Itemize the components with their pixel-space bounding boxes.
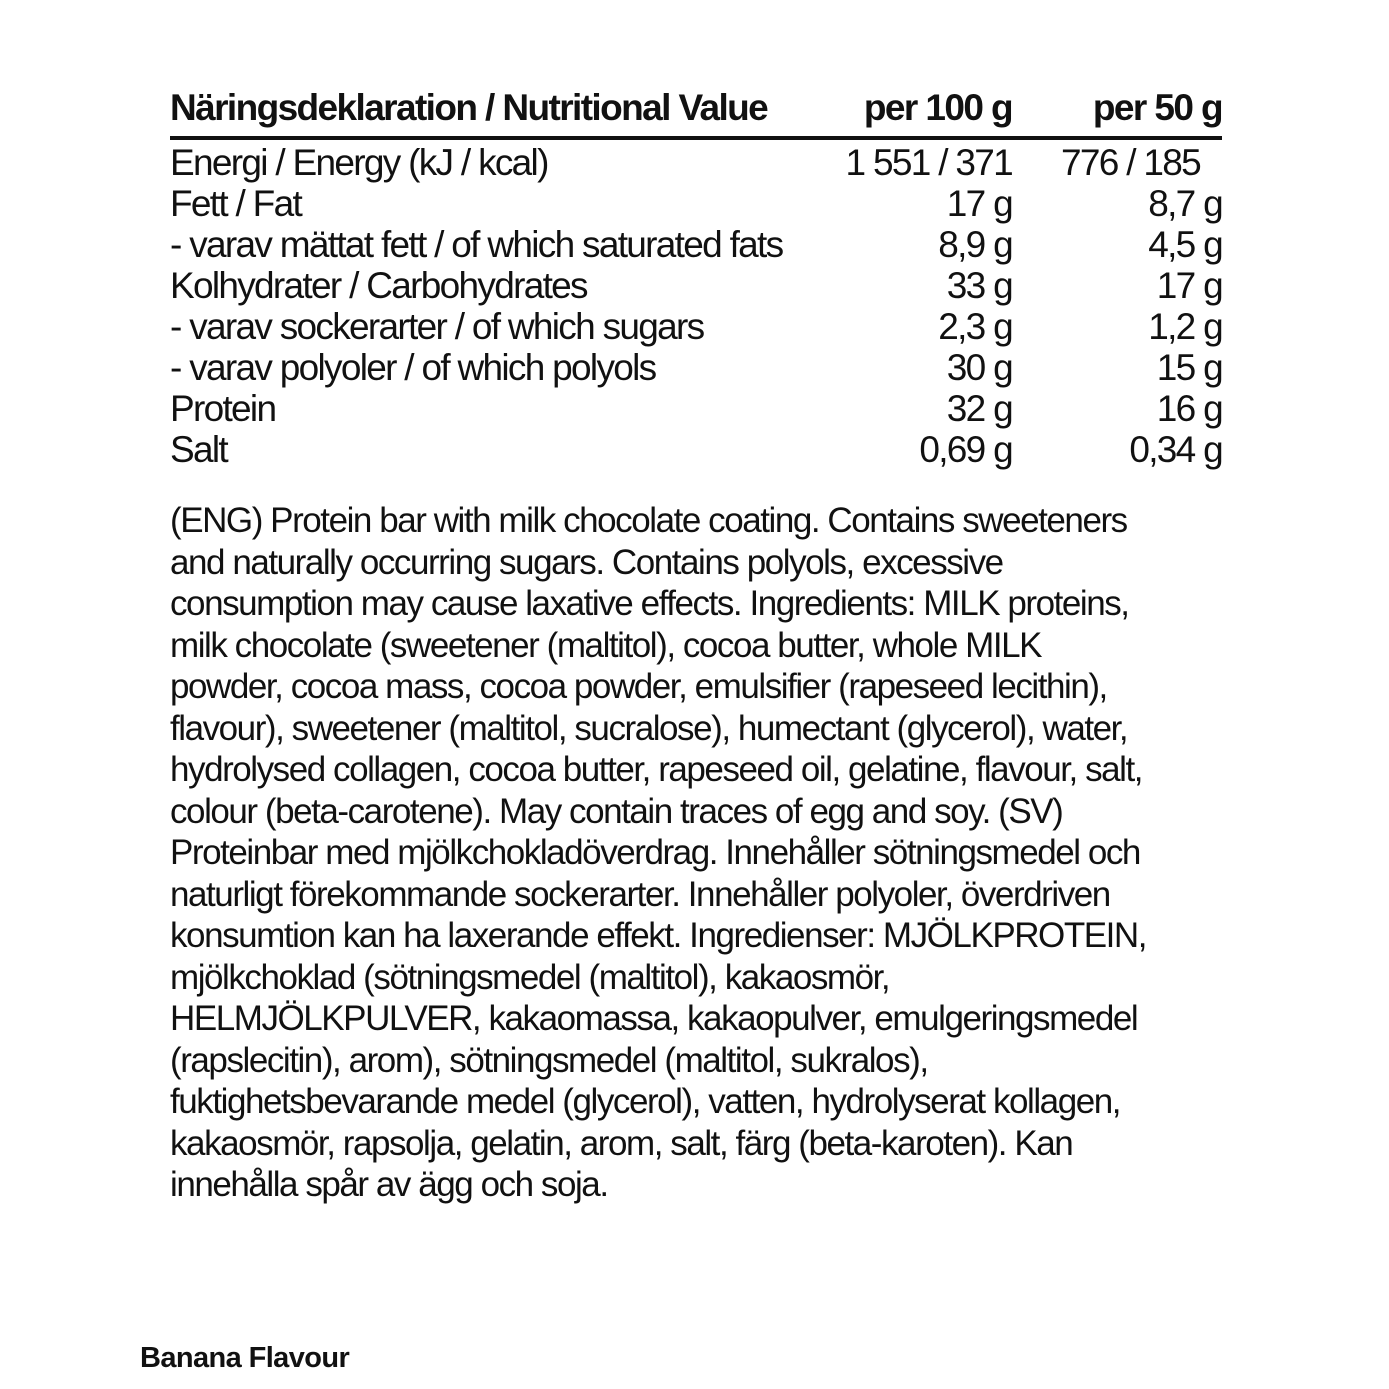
ingredients-line: fuktighetsbevarande medel (glycerol), vatten, hydrolyserat kollagen, [170,1082,1121,1121]
nutrient-value-per100: 8,9 g [938,224,1012,265]
ingredients-text [170,500,1222,1206]
nutrient-value-per50: 17 g [1156,265,1222,306]
nutrition-row-polyols [170,347,1222,388]
ingredients-line: colour (beta-carotene). May contain traces of egg and soy. (SV) [170,791,1063,831]
nutrition-row-energy [170,138,1222,183]
flavour-label: Banana Flavour [140,1342,350,1374]
nutrient-value-per50: 15 g [1156,347,1222,388]
ingredients-line: powder, cocoa mass, cocoa powder, emulsifier (rapeseed lecithin), [170,667,1107,706]
nutrient-label: - varav mättat fett / of which saturated fats [170,224,783,265]
nutrient-label: Fett / Fat [170,183,302,224]
nutrition-row-sugars [170,306,1222,347]
nutrient-label: Energi / Energy (kJ / kcal) [170,142,548,183]
ingredients-line: and naturally occurring sugars. Contains polyols, excessive [170,542,1003,582]
ingredients-line: (ENG) Protein bar with milk chocolate coating. Contains sweeteners [170,501,1127,540]
nutrient-value-per100: 30 g [946,347,1012,388]
nutrient-label: - varav sockerarter / of which sugars [170,306,704,347]
ingredients-line: flavour), sweetener (maltitol, sucralose), humectant (glycerol), water, [170,708,1128,748]
ingredients-line: kakaosmör, rapsolja, gelatin, arom, salt, färg (beta-karoten). Kan [170,1123,1073,1163]
nutrient-value-per50: 0,34 g [1129,429,1222,470]
nutrient-value-per100: 0,69 g [919,429,1012,470]
nutrient-value-per50: 776 / 185 [1060,142,1200,183]
nutrient-label: - varav polyoler / of which polyols [170,347,656,388]
ingredients-line: mjölkchoklad (sötningsmedel (maltitol), kakaosmör, [170,957,890,997]
ingredients-line: naturligt förekommande sockerarter. Innehåller polyoler, överdriven [170,874,1110,914]
ingredients-line: hydrolysed collagen, cocoa butter, rapeseed oil, gelatine, flavour, salt, [170,750,1143,789]
nutrient-value-per100: 33 g [946,265,1012,306]
nutrition-table [170,84,1222,470]
nutrition-header-row [170,84,1222,138]
nutrient-value-per100: 32 g [946,388,1012,429]
ingredients-line: (rapslecitin), arom), sötningsmedel (maltitol, sukralos), [170,1040,928,1080]
nutrition-row-salt [170,429,1222,470]
nutrient-label: Kolhydrater / Carbohydrates [170,265,587,306]
nutrient-value-per50: 8,7 g [1148,183,1222,224]
nutrient-value-per50: 4,5 g [1148,224,1222,265]
nutrient-label: Salt [170,429,227,470]
ingredients-line: Proteinbar med mjölkchokladöverdrag. Innehåller sötningsmedel och [170,833,1140,872]
nutrient-label: Protein [170,388,276,429]
ingredients-line: innehålla spår av ägg och soja. [170,1165,608,1204]
nutrition-header-per100: per 100 g [782,84,1012,138]
nutrition-row-carbohydrates [170,265,1222,306]
nutrition-row-saturated-fat [170,224,1222,265]
nutrient-value-per100: 1 551 / 371 [845,142,1012,183]
ingredients-line: konsumtion kan ha laxerande effekt. Ingredienser: MJÖLKPROTEIN, [170,916,1147,955]
nutrient-value-per50: 1,2 g [1148,306,1222,347]
ingredients-line: HELMJÖLKPULVER, kakaomassa, kakaopulver, emulgeringsmedel [170,999,1138,1038]
nutrition-row-fat [170,183,1222,224]
ingredients-line: milk chocolate (sweetener (maltitol), cocoa butter, whole MILK [170,625,1042,665]
nutrition-header-per50: per 50 g [1012,84,1222,138]
ingredients-line: consumption may cause laxative effects. Ingredients: MILK proteins, [170,584,1129,623]
nutrition-header-label: Näringsdeklaration / Nutritional Value [170,84,782,138]
nutrition-row-protein [170,388,1222,429]
nutrient-value-per100: 2,3 g [938,306,1012,347]
nutrition-label [170,84,1222,1206]
nutrient-value-per50: 16 g [1156,388,1222,429]
nutrient-value-per100: 17 g [946,183,1012,224]
